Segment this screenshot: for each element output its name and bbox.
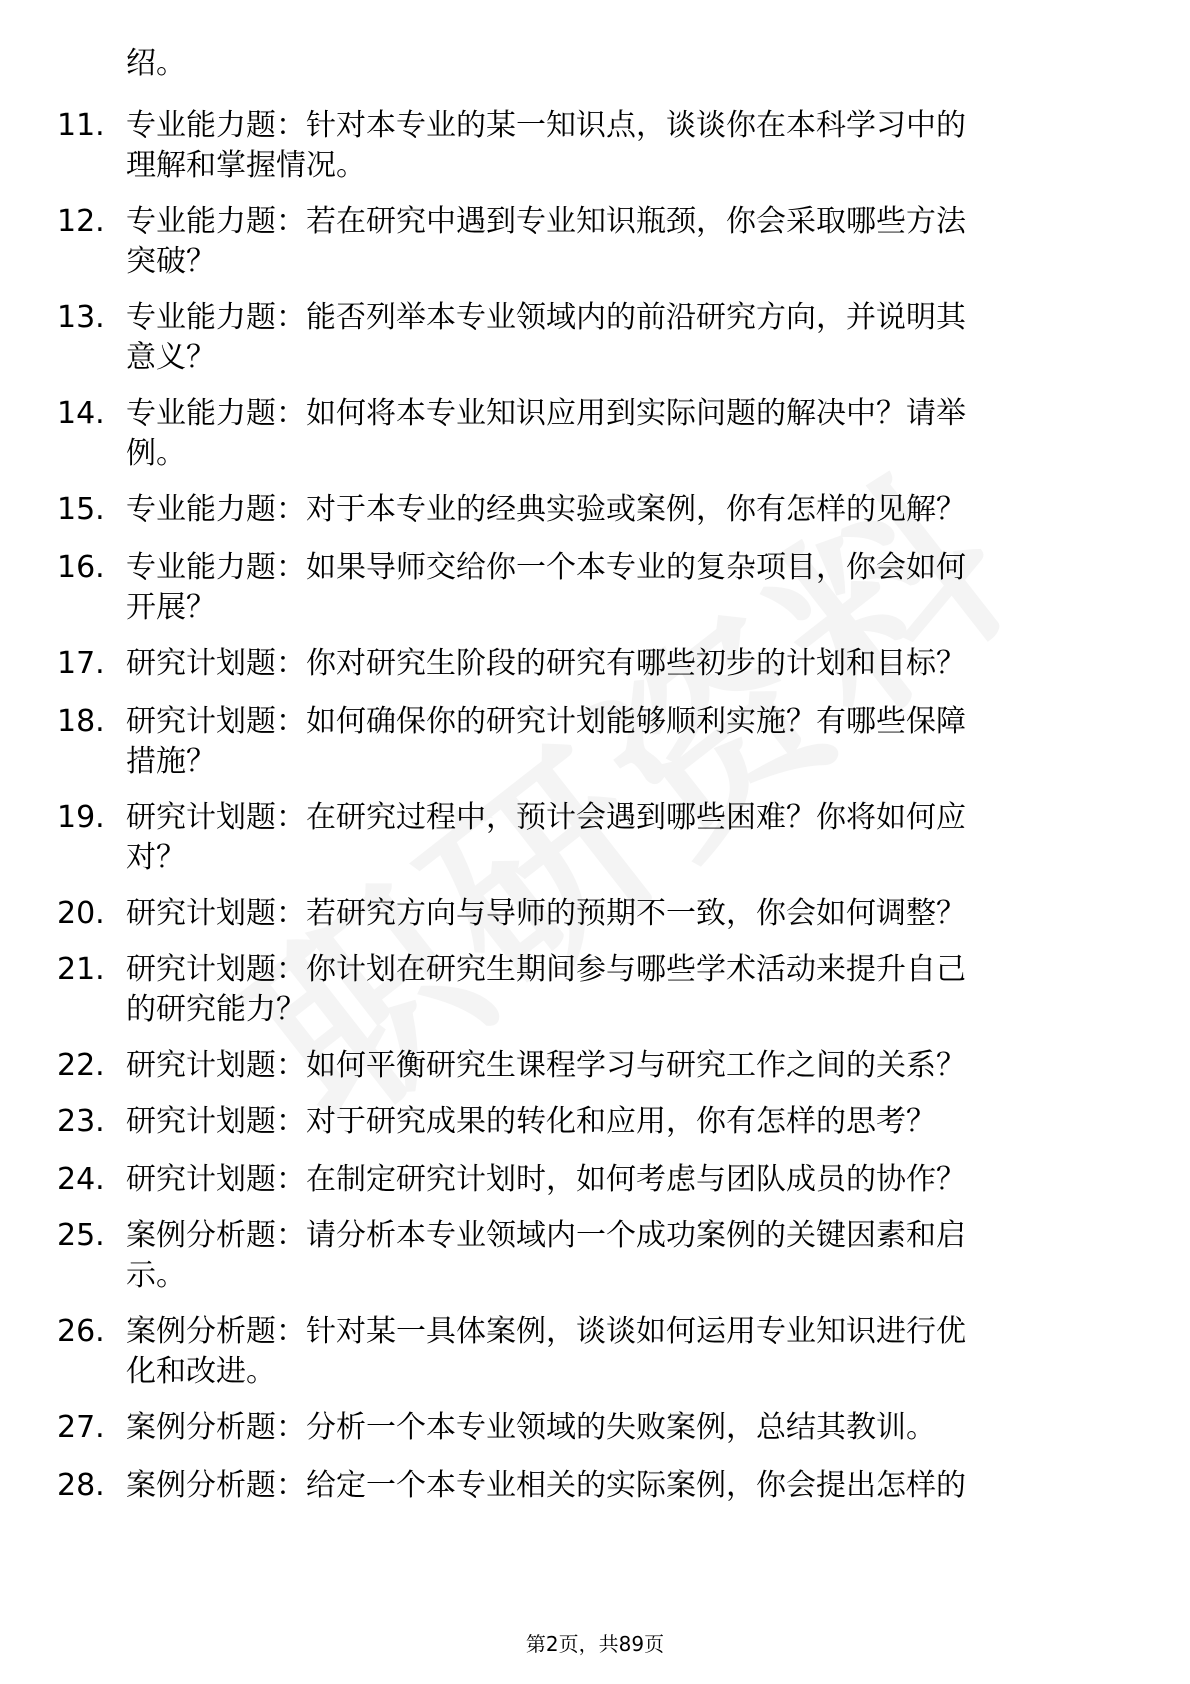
text-line: 专业能力题：如何将本专业知识应用到实际问题的解决中？请举 <box>126 396 966 431</box>
item-number: 22. <box>57 1048 105 1083</box>
item-number: 19. <box>57 800 105 835</box>
item-number: 18. <box>57 704 105 739</box>
item-number: 16. <box>57 550 105 585</box>
text-line: 研究计划题：在制定研究计划时，如何考虑与团队成员的协作？ <box>126 1162 966 1197</box>
item-number: 24. <box>57 1162 105 1197</box>
page-number: 第2页，共89页 <box>525 1632 665 1656</box>
text-line: 对？ <box>126 840 186 875</box>
text-line: 研究计划题：你对研究生阶段的研究有哪些初步的计划和目标？ <box>126 646 966 681</box>
text-line: 案例分析题：分析一个本专业领域的失败案例，总结其教训。 <box>126 1410 936 1445</box>
text-line: 专业能力题：能否列举本专业领域内的前沿研究方向，并说明其 <box>126 300 966 335</box>
item-number: 21. <box>57 952 105 987</box>
text-line: 专业能力题：对于本专业的经典实验或案例，你有怎样的见解？ <box>126 492 966 527</box>
item-number: 11. <box>57 108 105 143</box>
text-line: 意义？ <box>126 340 216 375</box>
text-line: 专业能力题：如果导师交给你一个本专业的复杂项目，你会如何 <box>126 550 966 585</box>
text-line: 开展？ <box>126 590 216 625</box>
text-line: 专业能力题：针对本专业的某一知识点，谈谈你在本科学习中的 <box>126 108 966 143</box>
item-number: 20. <box>57 896 105 931</box>
text-line: 绍。 <box>126 46 186 81</box>
item-number: 17. <box>57 646 105 681</box>
text-line: 的研究能力？ <box>126 992 306 1027</box>
text-line: 案例分析题：针对某一具体案例，谈谈如何运用专业知识进行优 <box>126 1314 966 1349</box>
text-line: 例。 <box>126 436 186 471</box>
text-line: 案例分析题：给定一个本专业相关的实际案例，你会提出怎样的 <box>126 1468 966 1503</box>
item-number: 26. <box>57 1314 105 1349</box>
text-line: 研究计划题：在研究过程中，预计会遇到哪些困难？你将如何应 <box>126 800 966 835</box>
text-line: 措施？ <box>126 744 216 779</box>
item-number: 14. <box>57 396 105 431</box>
text-line: 化和改进。 <box>126 1354 276 1389</box>
text-line: 案例分析题：请分析本专业领域内一个成功案例的关键因素和启 <box>126 1218 966 1253</box>
item-number: 12. <box>57 204 105 239</box>
text-line: 研究计划题：对于研究成果的转化和应用，你有怎样的思考？ <box>126 1104 936 1139</box>
text-line: 研究计划题：如何确保你的研究计划能够顺利实施？有哪些保障 <box>126 704 966 739</box>
text-line: 研究计划题：如何平衡研究生课程学习与研究工作之间的关系？ <box>126 1048 966 1083</box>
item-number: 23. <box>57 1104 105 1139</box>
text-line: 专业能力题：若在研究中遇到专业知识瓶颈，你会采取哪些方法 <box>126 204 966 239</box>
item-number: 28. <box>57 1468 105 1503</box>
item-number: 15. <box>57 492 105 527</box>
item-number: 13. <box>57 300 105 335</box>
text-line: 研究计划题：你计划在研究生期间参与哪些学术活动来提升自己 <box>126 952 966 987</box>
text-line: 理解和掌握情况。 <box>126 148 366 183</box>
text-line: 研究计划题：若研究方向与导师的预期不一致，你会如何调整？ <box>126 896 966 931</box>
item-number: 25. <box>57 1218 105 1253</box>
text-line: 示。 <box>126 1258 186 1293</box>
item-number: 27. <box>57 1410 105 1445</box>
text-line: 突破？ <box>126 244 216 279</box>
